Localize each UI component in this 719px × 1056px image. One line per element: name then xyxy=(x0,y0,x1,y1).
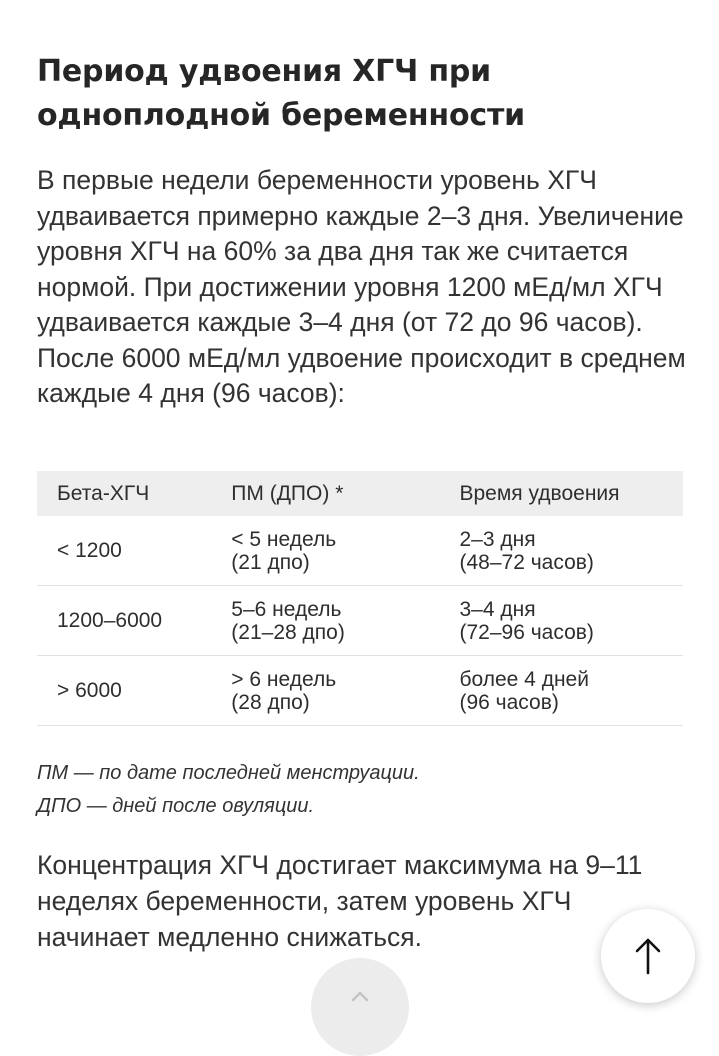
arrow-up-icon xyxy=(633,936,663,976)
table-header-row xyxy=(37,471,683,516)
table-row xyxy=(37,516,683,586)
cell-doubling xyxy=(459,586,683,656)
cell-term-weeks: > 6 недель xyxy=(231,667,337,691)
section-title: Период удвоения ХГЧ при одноплодной беременности xyxy=(37,54,525,133)
cell-doubling xyxy=(459,516,683,586)
bottom-action-button[interactable] xyxy=(311,958,409,1056)
cell-beta-hcg: 1200–6000 xyxy=(37,586,231,656)
cell-term-dpo: (28 дпо) xyxy=(231,690,310,714)
cell-term xyxy=(231,586,459,656)
hcg-doubling-table xyxy=(37,471,683,726)
cell-beta-hcg: > 6000 xyxy=(37,656,231,726)
cell-doubling-hours: (48–72 часов) xyxy=(459,550,594,574)
header-doubling-time: Время удвоения xyxy=(459,481,620,505)
cell-doubling-hours: (96 часов) xyxy=(459,690,559,714)
footnote-dpo: ДПО — дней после овуляции. xyxy=(37,795,315,817)
scroll-to-top-button[interactable] xyxy=(601,909,695,1003)
table-row xyxy=(37,586,683,656)
cell-term xyxy=(231,516,459,586)
chevron-up-icon xyxy=(351,990,369,1002)
footnote-pm: ПМ — по дате последней менструации. xyxy=(37,762,420,784)
cell-term xyxy=(231,656,459,726)
table-footnotes xyxy=(37,757,677,823)
cell-doubling-hours: (72–96 часов) xyxy=(459,620,594,644)
cell-doubling-days: 3–4 дня xyxy=(459,597,536,621)
cell-term-dpo: (21 дпо) xyxy=(231,550,310,574)
table-row xyxy=(37,656,683,726)
cell-doubling xyxy=(459,656,683,726)
cell-term-weeks: 5–6 недель xyxy=(231,597,342,621)
header-term: ПМ (ДПО) * xyxy=(231,481,344,505)
cell-term-weeks: < 5 недель xyxy=(231,527,337,551)
intro-paragraph: В первые недели беременности уровень ХГЧ удваивается примерно каждые 2–3 дня. Увеличение уровня ХГЧ на 60% за два дня так же считается нормой. При достижении уровня 1200 мЕд/мл ХГЧ удваивается каждые 3–4 дня (от 72 до 96 часов). После 6000 мЕд/мл удвоение происходит в среднем каждые 4 дня (96 часов): xyxy=(37,165,686,408)
cell-doubling-days: 2–3 дня xyxy=(459,527,536,551)
cell-term-dpo: (21–28 дпо) xyxy=(231,620,345,644)
header-beta-hcg: Бета-ХГЧ xyxy=(57,481,150,505)
cell-beta-hcg: < 1200 xyxy=(37,516,231,586)
cell-doubling-days: более 4 дней xyxy=(459,667,589,691)
outro-paragraph: Концентрация ХГЧ достигает максимума на 9–11 неделях беременности, затем уровень ХГЧ начинает медленно снижаться. xyxy=(37,850,643,952)
